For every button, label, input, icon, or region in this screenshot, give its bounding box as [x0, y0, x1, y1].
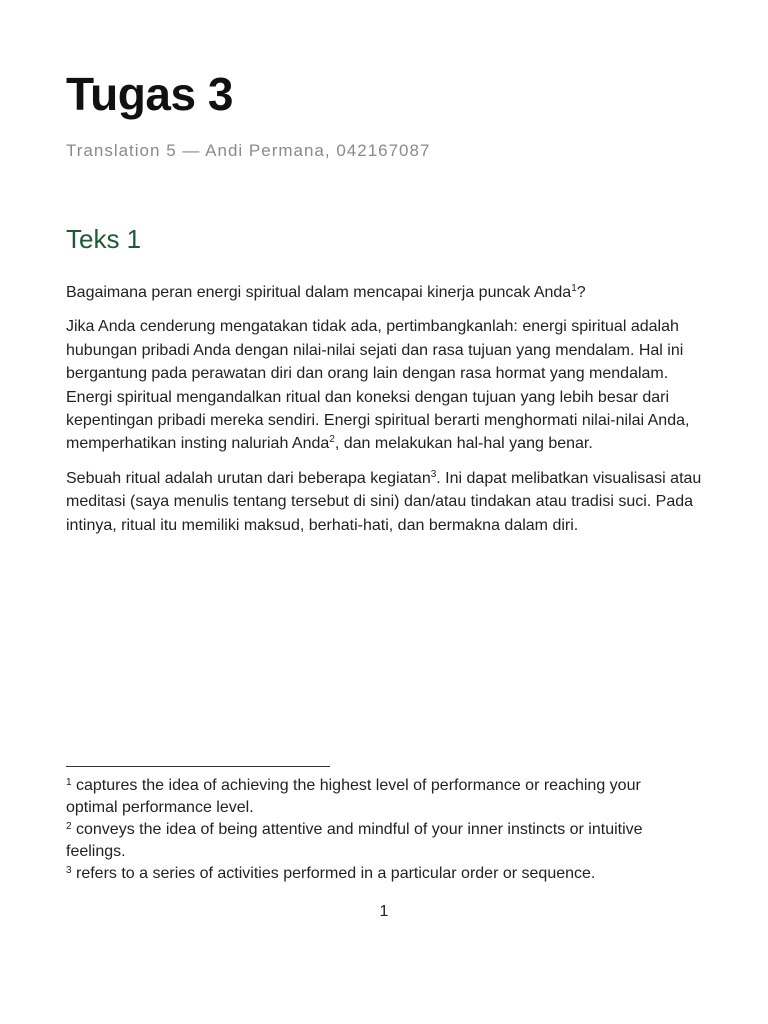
paragraph-text: Jika Anda cenderung mengatakan tidak ada, pertimbangkanlah: energi spiritual adalah hubungan pribadi Anda dengan nilai-nilai sejati dan rasa tujuan yang mendalam. Hal ini bergantung pada perawatan diri dan orang lain dengan rasa hormat yang mendalam. Energi spiritual mengandalkan ritual dan koneksi dengan tujuan yang lebih besar dari kepentingan pribadi mereka sendiri. Energi spiritual berarti menghormati nilai-nilai Anda, memperhatikan insting naluriah Anda	[66, 318, 690, 453]
footnote-ref: 3	[430, 468, 437, 480]
footnote-text: conveys the idea of being attentive and mindful of your inner instincts or intuitive feelings.	[66, 821, 643, 860]
paragraph-text: Sebuah ritual adalah urutan dari beberapa kegiatan	[66, 469, 431, 487]
footnote-ref: 2	[329, 434, 335, 446]
paragraph	[66, 315, 702, 455]
paragraph	[66, 281, 702, 304]
footnotes	[66, 775, 696, 885]
footnote-divider	[66, 766, 330, 767]
paragraph	[66, 467, 702, 537]
footnote-marker: 3	[66, 865, 72, 876]
page-subtitle: Translation 5 — Andi Permana, 042167087	[66, 141, 431, 160]
footnote-ref: 1	[571, 283, 577, 294]
document-page	[66, 0, 702, 1024]
section-heading: Teks 1	[66, 224, 142, 254]
footnote-marker: 1	[66, 777, 72, 788]
paragraph-text: ?	[576, 284, 586, 301]
footnote	[66, 819, 696, 863]
section-body	[66, 281, 702, 548]
footnote-text: refers to a series of activities performed in a particular order or sequence.	[71, 865, 596, 882]
footnote-text: captures the idea of achieving the highest level of performance or reaching your optimal performance level.	[66, 777, 641, 816]
footnote-marker: 2	[66, 821, 72, 832]
paragraph-text: , dan melakukan hal-hal yang benar.	[334, 435, 593, 453]
page-number: 1	[379, 903, 389, 920]
paragraph-text: . Ini dapat melibatkan visualisasi atau meditasi (saya menulis tentang tersebut di sini) dan/atau tindakan atau tradisi suci. Pada intinya, ritual itu memiliki maksud, berhati-hati, dan bermakna dalam diri.	[66, 469, 702, 534]
footnote	[66, 863, 696, 885]
page-title: Tugas 3	[66, 68, 233, 120]
paragraph-text: Bagaimana peran energi spiritual dalam mencapai kinerja puncak Anda	[66, 284, 572, 301]
footnote	[66, 775, 696, 819]
